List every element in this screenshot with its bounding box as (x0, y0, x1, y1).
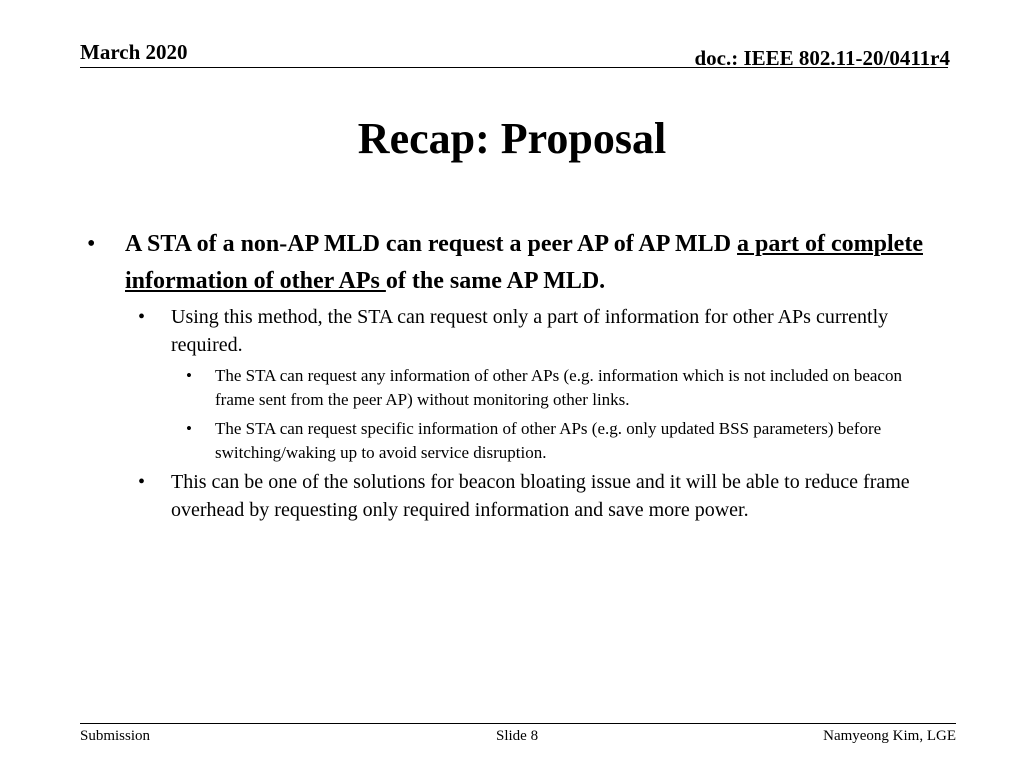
main-bullet (80, 226, 940, 300)
sub-bullet-2-text: This can be one of the solutions for beacon bloating issue and it will be able to reduce frame overhead by requesting only required information and save more power. (171, 471, 910, 521)
bullet-icon: • (138, 471, 146, 493)
sub-sub-bullet-1 (80, 364, 940, 412)
header-divider (80, 67, 948, 68)
header-date: March 2020 (80, 40, 188, 64)
sub-sub-bullet-1-text: The STA can request any information of other APs (e.g. information which is not included on beacon frame sent from the peer AP) without monitoring other links. (215, 366, 902, 409)
footer-slide-number: Slide 8 (496, 728, 539, 744)
bullet-icon: • (186, 419, 192, 438)
slide-content (80, 226, 940, 524)
footer-author: Namyeong Kim, LGE (823, 728, 956, 744)
footer-divider (80, 723, 956, 724)
bullet-icon: • (87, 231, 96, 257)
sub-bullet-2 (80, 468, 940, 524)
header-doc-id: doc.: IEEE 802.11-20/0411r4 (694, 46, 950, 70)
main-bullet-text-2: of the same AP MLD. (385, 268, 606, 294)
main-bullet-text-1: A STA of a non-AP MLD can request a peer AP of AP MLD (125, 231, 738, 257)
main-bullet-underlined: a part of complete information of other APs (125, 231, 923, 294)
sub-sub-bullet-2-text: The STA can request specific information of other APs (e.g. only updated BSS parameters) before switching/waking up to avoid service disruption. (215, 419, 882, 462)
sub-sub-bullet-2 (80, 417, 940, 465)
bullet-icon: • (138, 306, 146, 328)
sub-bullet-1 (80, 303, 940, 359)
slide-title: Recap: Proposal (357, 114, 667, 163)
footer-submission: Submission (80, 728, 151, 744)
bullet-icon: • (186, 366, 192, 385)
sub-bullet-1-text: Using this method, the STA can request only a part of information for other APs currently required. (171, 306, 889, 356)
